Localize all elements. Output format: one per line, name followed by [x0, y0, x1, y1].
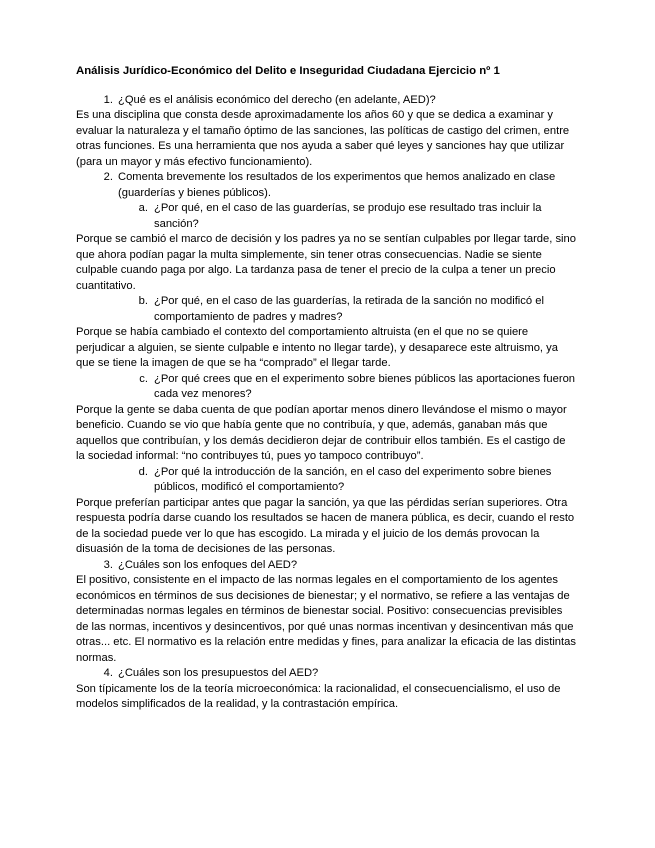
subquestion-text: ¿Por qué crees que en el experimento sobre bienes públicos las aportaciones fueron cada vez menores?	[154, 372, 576, 400]
subquestion-letter: b.	[138, 295, 148, 307]
subquestion-text: ¿Por qué, en el caso de las guarderías, se produjo ese resultado tras incluir la sanción?	[154, 202, 542, 230]
question-4	[76, 666, 576, 682]
subquestion-letter: a.	[138, 202, 148, 214]
subquestion-text: ¿Por qué, en el caso de las guarderías, la retirada de la sanción no modificó el comportamiento de padres y madres?	[154, 295, 544, 323]
subquestion-letter: d.	[138, 465, 148, 478]
answer-2a: Porque se cambió el marco de decisión y los padres ya no se sentían culpables por llegar tarde, sino que ahora podían pagar la multa simplemente, sin tener otras consecuencias. Nadie se siente culpable cuando paga por algo. La tardanza pasa de tener el precio de la culpa a tener un precio cuantitativo.	[76, 233, 576, 292]
question-text: Comenta brevemente los resultados de los experimentos que hemos analizado en clase (guarderías y bienes públicos).	[118, 171, 556, 199]
question-2a	[76, 201, 576, 232]
question-number: 4.	[103, 667, 113, 679]
document-title: Análisis Jurídico-Económico del Delito e Inseguridad Ciudadana Ejercicio nº 1	[76, 65, 500, 77]
question-number: 3.	[103, 558, 113, 571]
question-1	[76, 93, 576, 109]
question-text: ¿Cuáles son los enfoques del AED?	[118, 558, 298, 571]
subquestion-text: ¿Por qué la introducción de la sanción, en el caso del experimento sobre bienes públicos, modificó el comportamiento?	[154, 465, 552, 493]
question-2c	[76, 372, 576, 403]
answer-2c: Porque la gente se daba cuenta de que podían aportar menos dinero llevándose el mismo o mayor beneficio. Cuando se vio que había gente que no contribuía, y que, además, ganaban más que aquellos que contribuían, y los demás decidieron dejar de contribuir ellos también. Es el castigo de la sociedad informal: “no contribuyes tú, pues yo tampoco contribuyo”.	[76, 403, 567, 462]
answer-1: Es una disciplina que consta desde aproximadamente los años 60 y que se dedica a examinar y evaluar la naturaleza y el tamaño óptimo de las sanciones, las políticas de castigo del crimen, entre otras funciones. Es una herramienta que nos ayuda a saber qué leyes y sanciones hay que utilizar (para un mayor y más efectivo funcionamiento).	[76, 109, 570, 168]
answer-2b: Porque se había cambiado el contexto del comportamiento altruista (en el que no se quiere perjudicar a alguien, se siente culpable e intento no llegar tarde), y desaparece este altruismo, ya que se tiene la imagen de que se ha “comprado” el llegar tarde.	[76, 326, 558, 369]
answer-2d: Porque preferían participar antes que pagar la sanción, ya que las pérdidas serían superiores. Otra respuesta podría darse cuando los resultados se hacen de manera pública, es decir, cuando el resto de la sociedad puede ver lo que has escogido. La mirada y el juicio de los demás provocan la disuasión de la toma de decisiones de las personas.	[76, 496, 575, 555]
question-2	[76, 170, 576, 201]
answer-3: El positivo, consistente en el impacto de las normas legales en el comportamiento de los agentes económicos en términos de sus decisiones de bienestar; y el normativo, se refiere a las ventajas de determinadas normas legales en términos de bienestar social. Positivo: consecuencias previsibles de las normas, incentivos y desincentivos, por qué unas normas incentivan y desincentivan más que otras... etc. El normativo es la relación entre medidas y fines, para analizar la eficacia de las distintas normas.	[76, 574, 576, 664]
answer-4: Son típicamente los de la teoría microeconómica: la racionalidad, el consecuencialismo, el uso de modelos simplificados de la realidad, y la contrastación empírica.	[76, 682, 561, 710]
question-2d	[76, 465, 576, 496]
question-text: ¿Qué es el análisis económico del derecho (en adelante, AED)?	[118, 93, 436, 106]
question-3	[76, 558, 576, 574]
question-text: ¿Cuáles son los presupuestos del AED?	[118, 667, 319, 679]
question-2b	[76, 294, 576, 325]
question-number: 1.	[103, 93, 113, 106]
question-number: 2.	[103, 171, 113, 183]
subquestion-letter: c.	[139, 372, 148, 385]
document-body	[76, 64, 576, 713]
